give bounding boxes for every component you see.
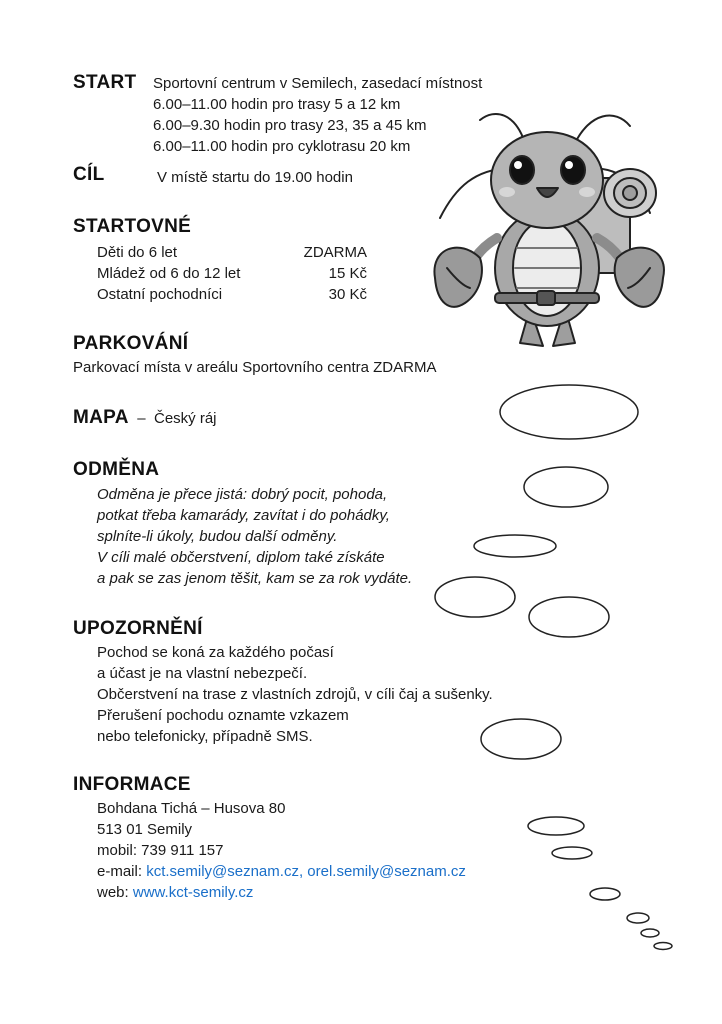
reward-line: potkat třeba kamarády, zavítat i do pohádky, — [97, 507, 390, 524]
web-link[interactable]: www.kct-semily.cz — [132, 884, 254, 901]
parking-heading: PARKOVÁNÍ — [73, 333, 189, 354]
fee-label: Děti do 6 let — [97, 244, 178, 261]
lobster-hiker-icon — [425, 108, 675, 358]
map-dash: – — [137, 410, 146, 427]
thought-bubble — [590, 888, 620, 900]
thought-bubble — [654, 943, 672, 950]
start-time-2: 6.00–9.30 hodin pro trasy 23, 35 a 45 km — [153, 117, 427, 134]
thought-bubble — [481, 719, 561, 759]
thought-bubble — [435, 577, 515, 617]
thought-bubble — [627, 913, 649, 923]
reward-line: a pak se zas jenom těšit, kam se za rok vydáte. — [97, 570, 413, 587]
start-place: Sportovní centrum v Semilech, zasedací místnost — [153, 75, 483, 92]
warning-line: nebo telefonicky, případně SMS. — [97, 728, 313, 745]
info-phone: mobil: 739 911 157 — [97, 842, 224, 859]
fee-price: ZDARMA — [303, 244, 367, 261]
start-time-3: 6.00–11.00 hodin pro cyklotrasu 20 km — [153, 138, 411, 155]
reward-line: Odměna je přece jistá: dobrý pocit, pohoda, — [97, 486, 388, 503]
thought-bubble — [528, 817, 584, 835]
info-city: 513 01 Semily — [97, 821, 193, 838]
thought-bubble — [474, 535, 556, 557]
thought-bubble — [524, 467, 608, 507]
email-link-2[interactable]: orel.semily@seznam.cz — [307, 863, 466, 880]
thought-bubble — [552, 847, 592, 859]
warning-line: Občerstvení na trase z vlastních zdrojů, v cíli čaj a sušenky. — [97, 686, 493, 703]
parking-text: Parkovací místa v areálu Sportovního centra ZDARMA — [73, 359, 437, 376]
warning-heading: UPOZORNĚNÍ — [73, 618, 203, 639]
reward-heading: ODMĚNA — [73, 459, 160, 480]
start-heading: START — [73, 72, 137, 93]
web-label: web: — [97, 884, 129, 901]
finish-text: V místě startu do 19.00 hodin — [157, 169, 353, 186]
info-address: Bohdana Tichá – Husova 80 — [97, 800, 286, 817]
map-text: Český ráj — [153, 410, 217, 427]
email-link-1[interactable]: kct.semily@seznam.cz, — [146, 863, 304, 880]
email-label: e-mail: — [97, 863, 143, 880]
thought-bubble — [529, 597, 609, 637]
fee-label: Ostatní pochodníci — [97, 286, 223, 303]
start-time-1: 6.00–11.00 hodin pro trasy 5 a 12 km — [153, 96, 401, 113]
warning-line: Pochod se koná za každého počasí — [97, 644, 334, 661]
warning-line: Přerušení pochodu oznamte vzkazem — [97, 707, 349, 724]
finish-heading: CÍL — [73, 164, 105, 185]
fee-heading: STARTOVNÉ — [73, 216, 192, 237]
thought-bubble — [500, 385, 638, 439]
map-heading: MAPA — [73, 407, 129, 428]
info-heading: INFORMACE — [73, 774, 191, 795]
thought-bubble — [641, 929, 659, 937]
reward-line: splníte-li úkoly, budou další odměny. — [97, 528, 338, 545]
fee-price: 15 Kč — [328, 265, 367, 282]
fee-label: Mládež od 6 do 12 let — [97, 265, 241, 282]
fee-price: 30 Kč — [328, 286, 367, 303]
reward-line: V cíli malé občerstvení, diplom také získáte — [97, 549, 385, 566]
warning-line: a účast je na vlastní nebezpečí. — [97, 665, 308, 682]
